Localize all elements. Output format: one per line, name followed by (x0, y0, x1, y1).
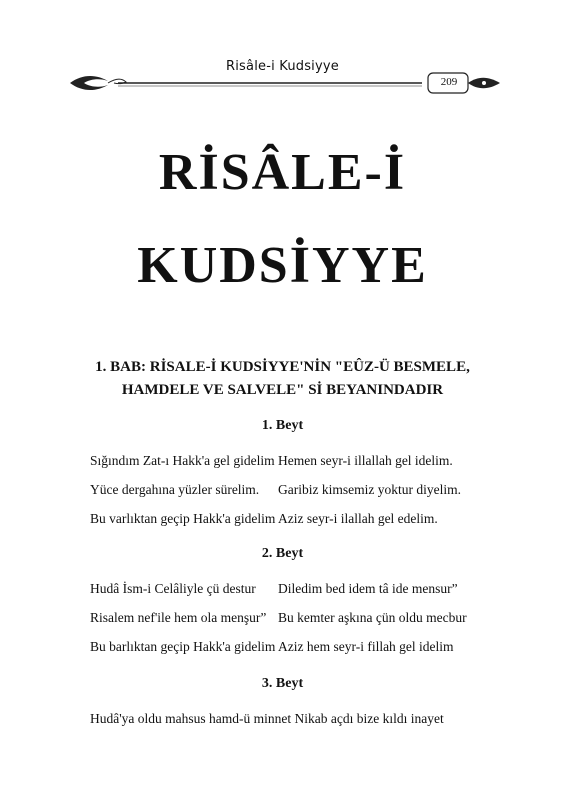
verse-left: Risalem nef'ile hem ola menşur” (90, 610, 267, 625)
beyt-heading: 2. Beyt (261, 546, 304, 561)
beyt-heading: 3. Beyt (261, 676, 304, 691)
verse-full-line: Hudâ'ya oldu mahsus hamd-ü minnet Nikab açdı bize kıldı inayet (90, 711, 444, 726)
page-title-line-1: RİSÂLE-İ (158, 144, 407, 201)
running-title: Risâle-i Kudsiyye (226, 59, 339, 74)
verse-right: Bu kemter aşkına çün oldu mecbur (278, 610, 467, 625)
page-title-line-2: KUDSİYYE (137, 237, 428, 294)
chapter-heading-line-1: 1. BAB: RİSALE-İ KUDSİYYE'NİN "EÛZ-Ü BESMELE, (95, 359, 470, 375)
verse-right: Aziz hem seyr-i fillah gel idelim (278, 639, 454, 654)
page-number: 209 (440, 76, 458, 88)
chapter-heading-line-2: HAMDELE VE SALVELE" Sİ BEYANINDADIR (121, 382, 444, 398)
verse-right: Garibiz kimsemiz yoktur diyelim. (278, 482, 461, 497)
verse-left: Hudâ İsm-i Celâliyle çü destur (90, 581, 256, 596)
verse-right: Hemen seyr-i illallah gel idelim. (278, 453, 453, 468)
verse-left: Bu barlıktan geçip Hakk'a gidelim (90, 639, 276, 654)
verse-left: Sığındım Zat-ı Hakk'a gel gidelim (90, 453, 275, 468)
verse-left: Yüce dergahına yüzler sürelim. (90, 482, 260, 497)
chapter-heading (40, 356, 525, 402)
verse-left: Bu varlıktan geçip Hakk'a gidelim (90, 511, 276, 526)
beyt-heading: 1. Beyt (261, 418, 304, 433)
verse-right: Aziz seyr-i ilallah gel edelim. (278, 511, 438, 526)
verse-right: Diledim bed idem tâ ide mensur” (278, 581, 458, 596)
